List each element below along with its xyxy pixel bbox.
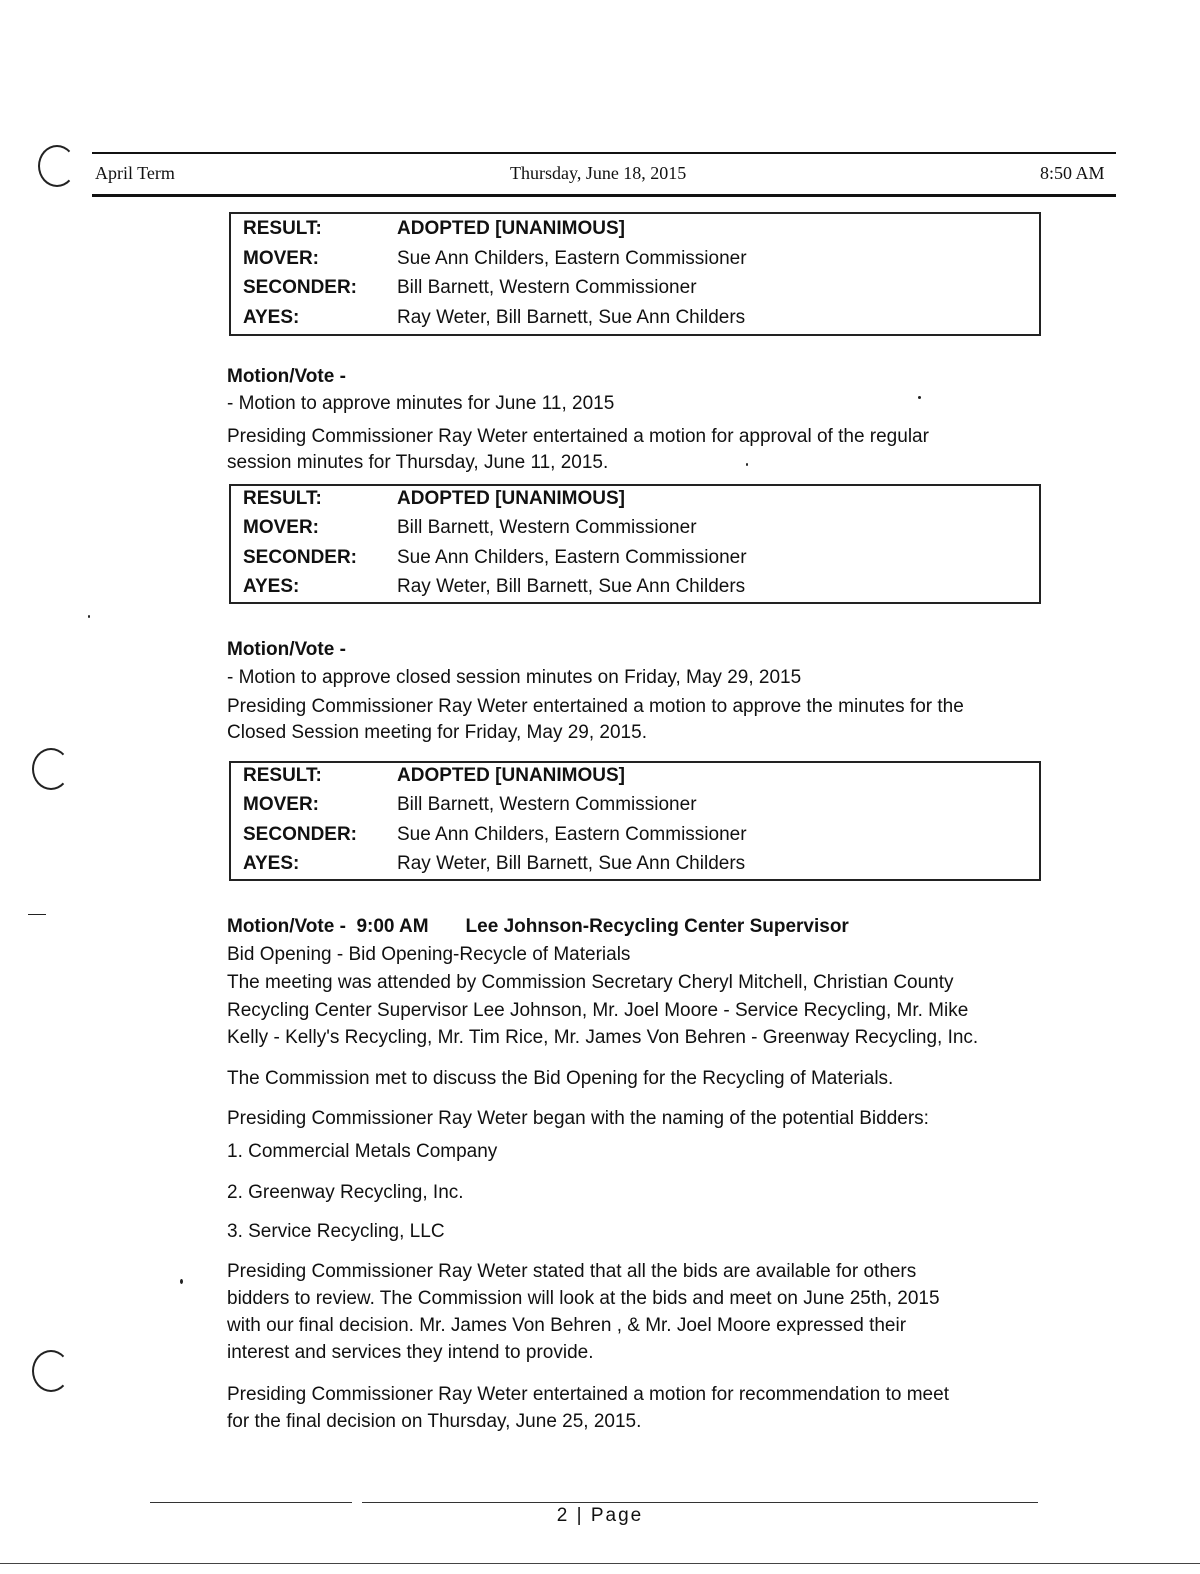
discussion-paragraph: The Commission met to discuss the Bid Opening for the Recycling of Materials. (227, 1068, 894, 1089)
header-rule-top (92, 152, 1116, 154)
page-bottom-rule (0, 1563, 1200, 1564)
mover-label: MOVER: (243, 794, 319, 815)
vote-result-box (229, 484, 1041, 604)
final-paragraph: Presiding Commissioner Ray Weter entertained a motion for recommendation to meet (227, 1384, 949, 1405)
result-label: RESULT: (243, 765, 322, 786)
footer-rule-right (362, 1502, 1038, 1503)
ayes-label: AYES: (243, 853, 300, 874)
attendance-paragraph: Kelly - Kelly's Recycling, Mr. Tim Rice, Mr. James Von Behren - Greenway Recycling, Inc. (227, 1027, 979, 1048)
mover-label: MOVER: (243, 248, 319, 269)
section-body: Closed Session meeting for Friday, May 29, 2015. (227, 722, 647, 743)
section-subheading: Bid Opening - Bid Opening-Recycle of Materials (227, 944, 631, 965)
scan-speck (918, 396, 921, 399)
ayes-value: Ray Weter, Bill Barnett, Sue Ann Childers (397, 307, 746, 328)
seconder-label: SECONDER: (243, 547, 358, 568)
section-subheading: - Motion to approve closed session minutes on Friday, May 29, 2015 (227, 667, 802, 688)
scan-speck (28, 914, 46, 915)
statement-paragraph: with our final decision. Mr. James Von Behren , & Mr. Joel Moore expressed their (227, 1315, 907, 1336)
mover-label: MOVER: (243, 517, 319, 538)
header-date: Thursday, June 18, 2015 (510, 163, 687, 183)
mover-value: Bill Barnett, Western Commissioner (397, 794, 697, 815)
header-rule-bottom (92, 194, 1116, 197)
seconder-label: SECONDER: (243, 824, 358, 845)
ayes-value: Ray Weter, Bill Barnett, Sue Ann Childers (397, 853, 746, 874)
scan-speck (180, 1279, 183, 1284)
scan-speck (746, 463, 748, 466)
hole-punch-middle (32, 748, 70, 790)
seconder-label: SECONDER: (243, 277, 358, 298)
footer-rule-left (150, 1502, 352, 1503)
scan-speck (88, 615, 90, 618)
header-time: 8:50 AM (1040, 163, 1105, 183)
section-body: Presiding Commissioner Ray Weter entertained a motion for approval of the regular (227, 426, 929, 447)
hole-punch-top (38, 145, 76, 187)
mover-value: Bill Barnett, Western Commissioner (397, 517, 697, 538)
mover-value: Sue Ann Childers, Eastern Commissioner (397, 248, 747, 269)
bidder-list-item: 3. Service Recycling, LLC (227, 1221, 445, 1242)
section-heading: Motion/Vote - (227, 366, 346, 387)
bidder-list-item: 2. Greenway Recycling, Inc. (227, 1182, 464, 1203)
ayes-label: AYES: (243, 307, 300, 328)
statement-paragraph: interest and services they intend to provide. (227, 1342, 594, 1363)
vote-result-box (229, 761, 1041, 881)
vote-result-box (229, 212, 1041, 336)
header-term: April Term (95, 163, 175, 183)
naming-paragraph: Presiding Commissioner Ray Weter began with the naming of the potential Bidders: (227, 1108, 929, 1129)
final-paragraph: for the final decision on Thursday, June 25, 2015. (227, 1411, 642, 1432)
result-label: RESULT: (243, 218, 322, 239)
section-body: session minutes for Thursday, June 11, 2015. (227, 452, 609, 473)
result-value: ADOPTED [UNANIMOUS] (397, 488, 625, 509)
statement-paragraph: Presiding Commissioner Ray Weter stated that all the bids are available for others (227, 1261, 917, 1282)
section-heading: Motion/Vote - (227, 639, 346, 660)
ayes-value: Ray Weter, Bill Barnett, Sue Ann Childers (397, 576, 746, 597)
result-value: ADOPTED [UNANIMOUS] (397, 765, 625, 786)
statement-paragraph: bidders to review. The Commission will look at the bids and meet on June 25th, 2015 (227, 1288, 940, 1309)
attendance-paragraph: Recycling Center Supervisor Lee Johnson, Mr. Joel Moore - Service Recycling, Mr. Mike (227, 1000, 969, 1021)
ayes-label: AYES: (243, 576, 300, 597)
seconder-value: Sue Ann Childers, Eastern Commissioner (397, 824, 747, 845)
section-body: Presiding Commissioner Ray Weter entertained a motion to approve the minutes for the (227, 696, 964, 717)
section-subheading: - Motion to approve minutes for June 11, 2015 (227, 393, 615, 414)
result-label: RESULT: (243, 488, 322, 509)
bidder-list-item: 1. Commercial Metals Company (227, 1141, 498, 1162)
seconder-value: Sue Ann Childers, Eastern Commissioner (397, 547, 747, 568)
page-number: 2 | Page (556, 1505, 644, 1526)
section-heading: Motion/Vote - 9:00 AM Lee Johnson-Recycling Center Supervisor (227, 916, 849, 937)
hole-punch-bottom (32, 1350, 70, 1392)
attendance-paragraph: The meeting was attended by Commission Secretary Cheryl Mitchell, Christian County (227, 972, 954, 993)
result-value: ADOPTED [UNANIMOUS] (397, 218, 625, 239)
seconder-value: Bill Barnett, Western Commissioner (397, 277, 697, 298)
